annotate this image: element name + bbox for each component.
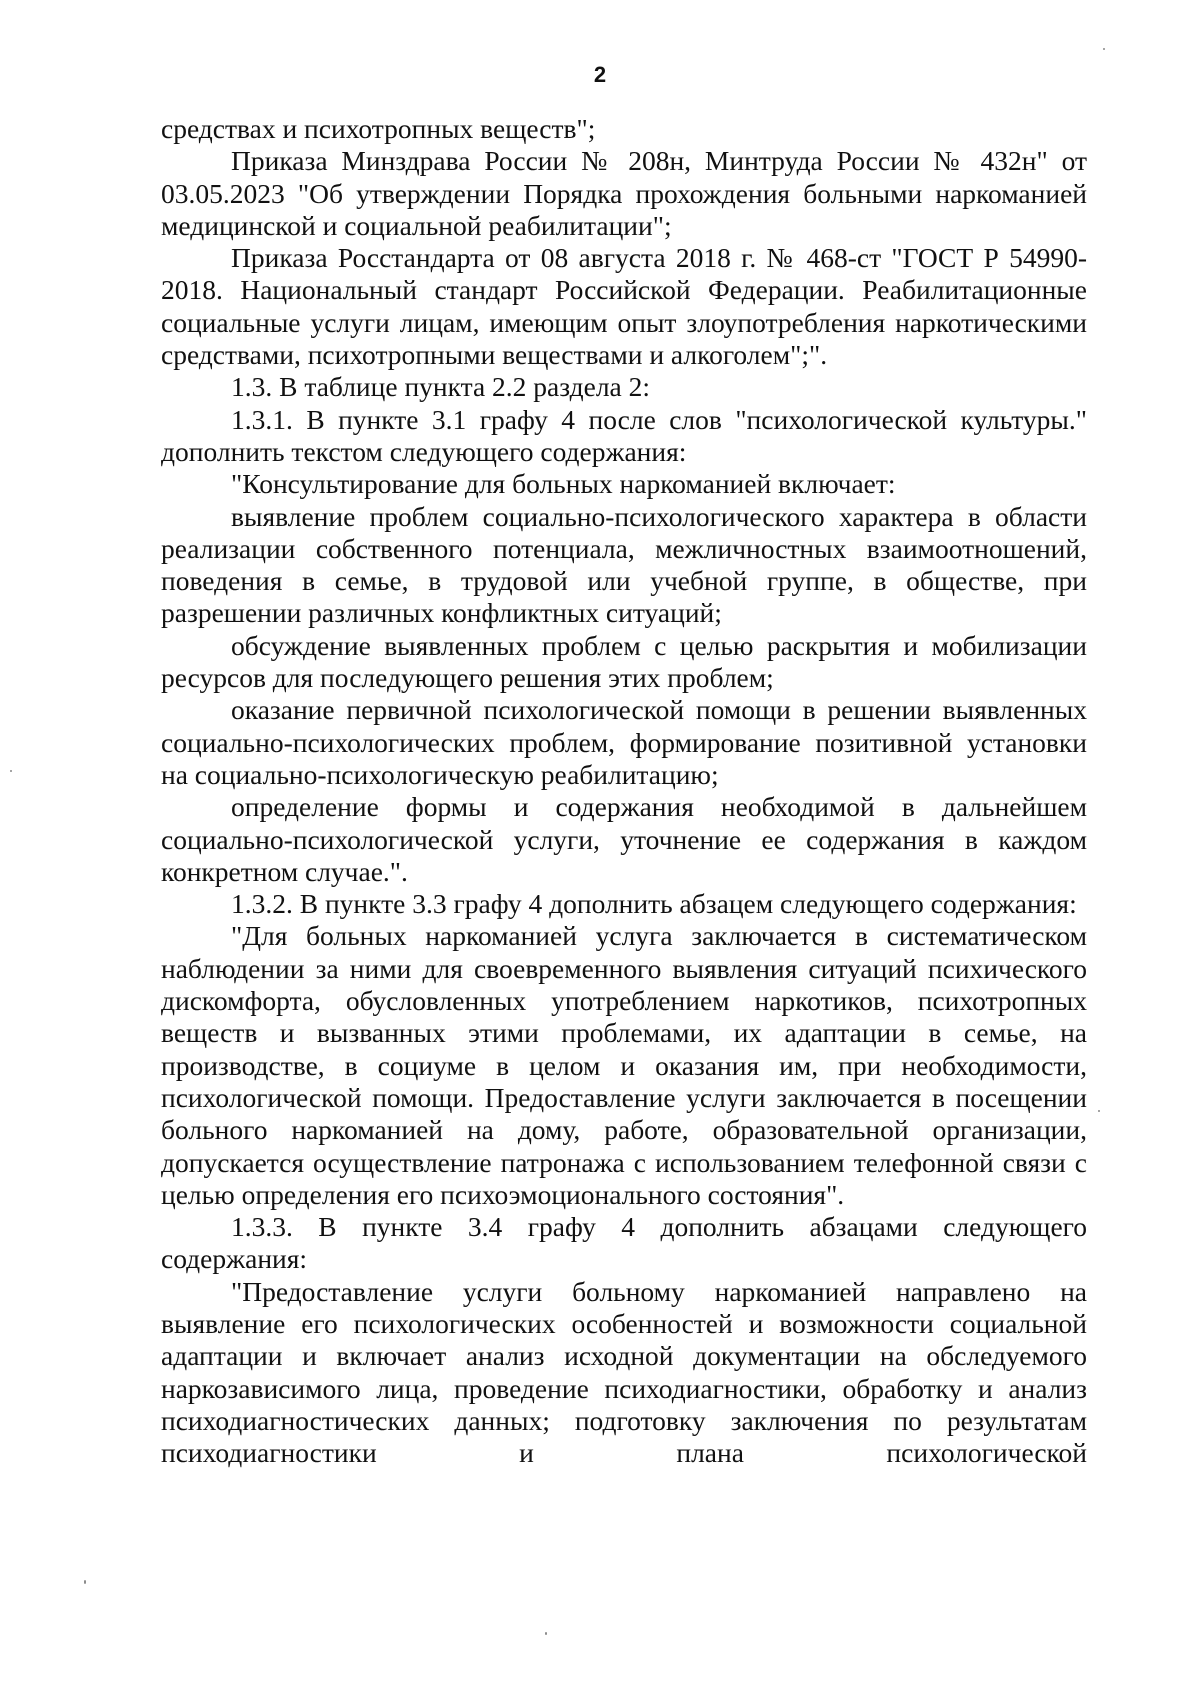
paragraph-1-3-1: 1.3.1. В пункте 3.1 графу 4 после слов "психологической культуры." дополнить текстом следующего содержания: [161,403,1087,467]
scan-speck [10,770,12,772]
paragraph-rosstandart-order: Приказа Росстандарта от 08 августа 2018 г. № 468-ст "ГОСТ Р 54990-2018. Национальный стандарт Российской Федерации. Реабилитационные социальные услуги лицам, имеющим опыт злоупотребления наркотическими средствами, психотропными веществами и алкоголем";". [161,242,1087,371]
paragraph-continuation: средствах и психотропных веществ"; [161,113,596,144]
paragraph-monitoring-service: "Для больных наркоманией услуга заключается в систематическом наблюдении за ними для своевременного выявления ситуаций психического дискомфорта, обусловленных употреблением наркотиков, психотропных веществ и вызванных этими проблемами, их адаптации в семье, на производстве, в социуме в целом и оказания им, при необходимости, психологической помощи. Предоставление услуги заключается в посещении больного наркоманией на дому, работе, образовательной организации, допускается осуществление патронажа с использованием телефонной связи с целью определения его психоэмоционального состояния". [161,920,1087,1210]
paragraph-first-aid: оказание первичной психологической помощи в решении выявленных социально-психологических проблем, формирование позитивной установки на социально-психологическую реабилитацию; [161,694,1087,790]
page-number: 2 [593,62,607,87]
paragraph-1-3: 1.3. В таблице пункта 2.2 раздела 2: [231,371,651,403]
paragraph-minzdrav-order: Приказа Минздрава России № 208н, Минтруда России № 432н" от 03.05.2023 "Об утверждении Порядка прохождения больными наркоманией медицинской и социальной реабилитации"; [161,145,1087,241]
paragraph-1-3-3: 1.3.3. В пункте 3.4 графу 4 дополнить абзацами следующего содержания: [161,1211,1087,1275]
scan-speck [1103,48,1105,50]
paragraph-consulting-intro: "Консультирование для больных наркоманией включает: [231,468,896,500]
document-body [161,113,1087,1469]
paragraph-definition: определение формы и содержания необходимой в дальнейшем социально-психологической услуги, уточнение ее содержания в каждом конкретном случае.". [161,791,1087,887]
paragraph-identification: выявление проблем социально-психологического характера в области реализации собственного потенциала, межличностных взаимоотношений, поведения в семье, в трудовой или учебной группе, в обществе, при разрешении различных конфликтных ситуаций; [161,500,1087,629]
scan-speck [1098,1110,1100,1112]
paragraph-diagnostics-service: "Предоставление услуги больному наркоманией направлено на выявление его психологических особенностей и возможности социальной адаптации и включает анализ исходной документации на обследуемого наркозависимого лица, проведение психодиагностики, обработку и анализ психодиагностических данных; подготовку заключения по результатам психодиагностики и плана психологической [161,1275,1087,1469]
scan-speck [84,1580,86,1584]
paragraph-1-3-2: 1.3.2. В пункте 3.3 графу 4 дополнить абзацем следующего содержания: [231,888,1077,920]
paragraph-discussion: обсуждение выявленных проблем с целью раскрытия и мобилизации ресурсов для последующего решения этих проблем; [161,629,1087,694]
scan-speck [545,1632,547,1635]
